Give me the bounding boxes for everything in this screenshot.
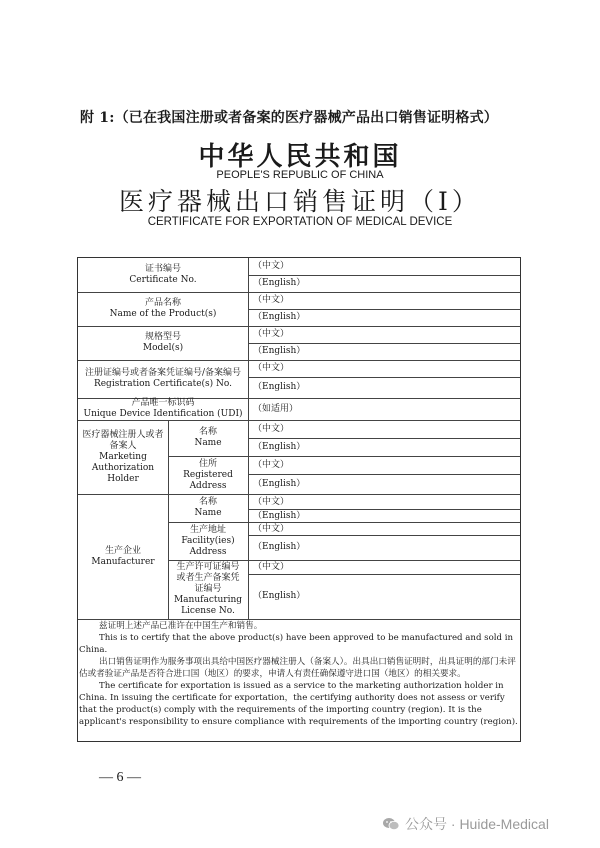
model-cn-value: （中文） (253, 329, 290, 339)
page-number: — 6 — (99, 770, 141, 785)
product-name-label: 产品名称 Name of the Product(s) (109, 298, 217, 319)
watermark-text: 公众号 · Huide-Medical (405, 816, 549, 832)
registration-no-label: 注册证编号或者备案凭证编号/备案编号 Registration Certificate(s) No. (84, 368, 242, 389)
country-title-cn: 中华人民共和国 (198, 142, 402, 172)
certificate-title-cn: 医疗器械出口销售证明（I） (119, 187, 481, 216)
statement-p2-en: The certificate for exportation is issued as a service to the marketing authorization holder in China. In issuing the certificate for exportation，the certifying authority does not assess or verify that the product(s) comply with the requirements of the importing country (region). It is the applicant's responsibility to ensure compliance with requirements of the importing country (region). (79, 681, 518, 727)
mah-address-cn-value: （中文） (253, 460, 290, 470)
facility-address-label: 生产地址 Facility(ies) Address (181, 524, 235, 557)
facility-cn-value: （中文） (253, 524, 290, 534)
facility-en-value: （English） (253, 542, 306, 552)
statement-p1-cn: 兹证明上述产品已准许在中国生产和销售。 (99, 621, 263, 631)
certificate-no-cn-value: （中文） (253, 261, 290, 271)
registration-en-value: （English） (253, 382, 306, 392)
manufacturing-license-label: 生产许可证编号或者生产备案凭证编号 Manufacturing License No. (173, 562, 243, 616)
udi-label: 产品唯一标识码 Unique Device Identification (UDI) (83, 398, 243, 419)
wechat-icon (382, 817, 400, 831)
mah-name-en-value: （English） (253, 442, 306, 452)
certificate-title-en: CERTIFICATE FOR EXPORTATION OF MEDICAL DEVICE (147, 216, 453, 228)
mah-label: 医疗器械注册人或者备案人 Marketing Authorization Holder (82, 429, 164, 484)
license-cn-value: （中文） (253, 562, 290, 572)
certification-statement (79, 620, 519, 728)
manufacturer-name-en-value: （English） (253, 511, 306, 521)
certificate-no-en-value: （English） (253, 278, 306, 288)
statement-p2-cn: 出口销售证明作为服务事项出具给中国医疗器械注册人（备案人）。出具出口销售证明时，出具证明的部门未评估或者验证产品是否符合进口国（地区）的要求，申请人有责任确保遵守进口国（地区）的相关要求。 (79, 657, 516, 679)
mah-address-label: 住所 Registered Address (183, 458, 233, 491)
country-title-en: PEOPLE'S REPUBLIC OF CHINA (216, 169, 384, 181)
statement-p1-en: This is to certify that the above product(s) have been approved to be manufactured and sold in China. (79, 633, 514, 655)
product-name-en-value: （English） (253, 312, 306, 322)
mah-name-cn-value: （中文） (253, 424, 290, 434)
registration-cn-value: （中文） (253, 363, 290, 373)
certificate-no-label: 证书编号 Certificate No. (129, 264, 197, 285)
watermark (382, 814, 549, 834)
attachment-title: 附 1:（已在我国注册或者备案的医疗器械产品出口销售证明格式） (80, 110, 498, 126)
certificate-form-table (77, 257, 521, 742)
manufacturer-name-cn-value: （中文） (253, 497, 290, 507)
udi-value: （如适用） (253, 404, 299, 414)
manufacturer-label: 生产企业 Manufacturer (91, 545, 155, 567)
model-label: 规格型号 Model(s) (142, 332, 184, 353)
license-en-value: （English） (253, 591, 306, 601)
manufacturer-name-label: 名称 Name (194, 497, 222, 518)
mah-address-en-value: （English） (253, 479, 306, 489)
mah-name-label: 名称 Name (194, 427, 222, 448)
product-name-cn-value: （中文） (253, 295, 290, 305)
model-en-value: （English） (253, 346, 306, 356)
